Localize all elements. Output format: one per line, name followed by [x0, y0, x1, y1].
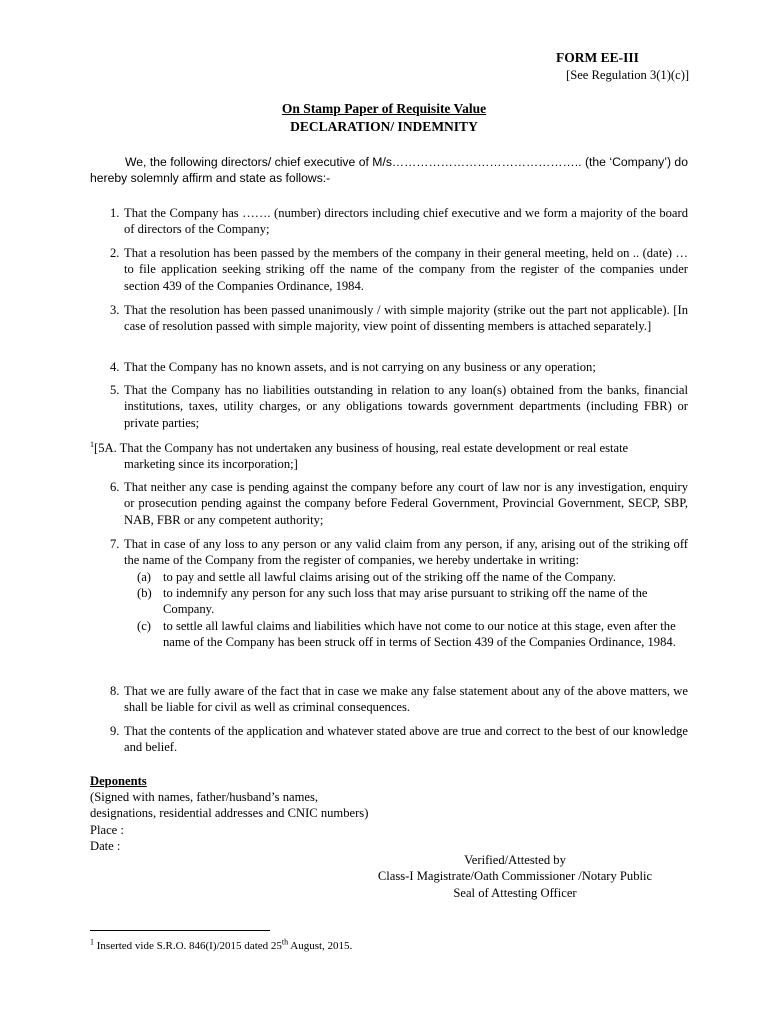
footnote-mark: 1 — [90, 439, 94, 449]
clause-4 — [90, 359, 688, 375]
clause-number: 5. — [110, 383, 120, 397]
sub-clause-text: to indemnify any person for any such loss that may arise pursuant to striking off the name of the Company. — [163, 586, 648, 617]
deponents-line-2: designations, residential addresses and CNIC numbers) — [90, 806, 369, 821]
attesting-seal: Seal of Attesting Officer — [453, 885, 577, 900]
clause-number: 4. — [110, 360, 120, 374]
clause-9 — [90, 723, 688, 756]
clause-text: That the contents of the application and whatever stated above are true and correct to the best of our knowledge and belief. — [124, 724, 688, 755]
footnote: $^1$ Inserted vide S.R.O. 846(I)/2015 dated 25th August, 2015. — [90, 937, 353, 952]
clause-8 — [90, 683, 688, 716]
stamp-paper-heading: On Stamp Paper of Requisite Value — [281, 101, 487, 116]
clause-7 — [90, 536, 688, 569]
date-field: Date : — [90, 839, 121, 854]
clause-number: 1. — [110, 206, 120, 220]
clause-6 — [90, 479, 688, 528]
clause-number: 3. — [110, 303, 120, 317]
clause-number: 8. — [110, 684, 120, 698]
sub-clause-label: (b) — [137, 586, 152, 600]
clause-text: That in case of any loss to any person or any valid claim from any person, if any, arising out of the striking off the name of the Company from the register of companies, we hereby undertake in writing: — [124, 537, 688, 568]
intro-text: We, the following directors/ chief executive of M/s……………………………………….. (the ‘Company’) do hereby solemnly affirm and state as follows:- — [90, 155, 688, 186]
attesting-authority: Class-I Magistrate/Oath Commissioner /Notary Public — [377, 869, 653, 884]
clause-text: That the Company has no known assets, and is not carrying on any business or any operation; — [124, 360, 596, 374]
clause-text: That the Company has ……. (number) directors including chief executive and we form a majority of the board of directors of the Company; — [124, 206, 688, 237]
clause-number: 2. — [110, 246, 120, 260]
place-field: Place : — [90, 822, 124, 837]
clause-3 — [90, 302, 688, 335]
sub-clause-text: to settle all lawful claims and liabilities which have not come to our notice at this stage, even after the name of the Company has been struck off in terms of Section 439 of the Companies Ordinance, 1984. — [163, 619, 676, 650]
clause-text: That neither any case is pending against the company before any court of law nor is any investigation, enquiry or prosecution pending against the company before Federal Government, Provincial Government, SECP, SBP, NAB, FBR or any competent authority; — [124, 480, 688, 527]
clause-text: That the Company has no liabilities outstanding in relation to any loan(s) obtained from the banks, financial institutions, taxes, utility charges, or any obligations towards government departments (including FBR) or private parties; — [124, 383, 688, 430]
clause-1 — [90, 205, 688, 238]
sub-clause-label: (a) — [137, 570, 151, 584]
clause-5a-line2: marketing since its incorporation;] — [124, 457, 298, 472]
sub-clause-label: (c) — [137, 619, 151, 633]
clause-number: 6. — [110, 480, 120, 494]
clause-2 — [90, 245, 688, 294]
sub-clause-a — [137, 569, 688, 585]
intro-paragraph — [90, 154, 688, 187]
verified-by: Verified/Attested by — [464, 853, 566, 867]
sub-clause-text: to pay and settle all lawful claims arising out of the striking off the name of the Company. — [163, 570, 616, 584]
sub-clause-c — [137, 618, 688, 651]
deponents-heading: Deponents — [90, 774, 147, 788]
form-code: FORM EE-III — [556, 50, 639, 65]
clause-5a — [90, 440, 688, 473]
footnote-divider — [90, 930, 270, 931]
clause-5a-line1: [5A. That the Company has not undertaken any business of housing, real estate development or real estate — [94, 441, 629, 455]
clause-text: That a resolution has been passed by the members of the company in their general meeting, held on .. (date) … to file application seeking striking off the name of the company from the register of the companies under section 439 of the Companies Ordinance, 1984. — [124, 246, 688, 293]
clause-number: 7. — [110, 537, 120, 551]
clause-5 — [90, 382, 688, 431]
clause-text: That we are fully aware of the fact that in case we make any false statement about any of the above matters, we shall be liable for civil as well as criminal consequences. — [124, 684, 688, 715]
sub-clause-b — [137, 585, 688, 618]
verification-block — [360, 852, 670, 901]
deponents-details — [90, 789, 368, 855]
declaration-heading: DECLARATION/ INDEMNITY — [290, 119, 478, 134]
clause-number: 9. — [110, 724, 120, 738]
deponents-line-1: (Signed with names, father/husband’s names, — [90, 790, 319, 804]
regulation-reference: [See Regulation 3(1)(c)] — [566, 68, 690, 82]
clause-text: That the resolution has been passed unanimously / with simple majority (strike out the part not applicable). [In case of resolution passed with simple majority, view point of dissenting members is attached separately.] — [124, 303, 688, 334]
